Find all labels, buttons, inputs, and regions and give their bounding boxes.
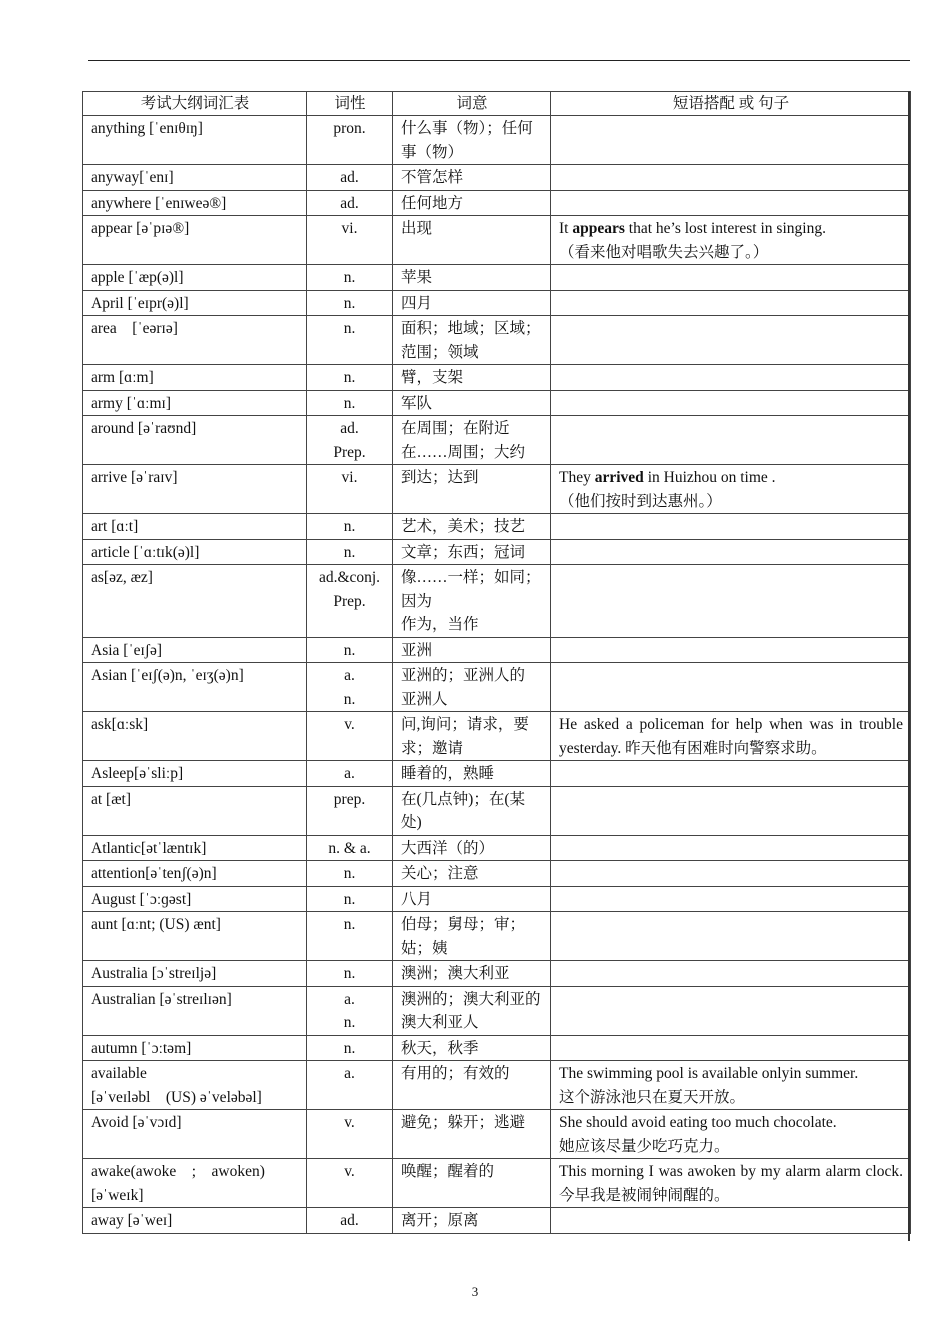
pos-line: vi. — [341, 469, 358, 486]
table-row — [83, 986, 911, 1035]
meaning-line: 不管怎样 — [401, 169, 464, 186]
cell-phrase — [551, 986, 911, 1035]
pos-line: n. — [343, 916, 356, 933]
cell-pos — [307, 539, 393, 565]
cell-meaning — [393, 390, 551, 416]
cell-pos — [307, 565, 393, 638]
cell-pos — [307, 637, 393, 663]
phrase-keyword: arrived — [594, 469, 644, 486]
cell-phrase — [551, 190, 911, 216]
pos-line: n. — [343, 890, 356, 908]
word-line: at [æt] — [91, 790, 132, 808]
cell-word — [83, 316, 307, 365]
cell-phrase — [551, 365, 911, 391]
header-phrase: 短语搭配 或 句子 — [551, 92, 911, 116]
word-line: arrive [əˈraɪv] — [91, 469, 178, 486]
cell-phrase — [551, 165, 911, 191]
cell-word — [83, 390, 307, 416]
table-row — [83, 165, 911, 191]
cell-meaning — [393, 986, 551, 1035]
phrase-line: 她应该尽量少吃巧克力。 — [559, 1137, 730, 1155]
cell-word — [83, 961, 307, 987]
pos-line: v. — [344, 716, 355, 733]
cell-word — [83, 912, 307, 961]
meaning-line: 作为，当作 — [401, 616, 479, 633]
cell-phrase — [551, 663, 911, 712]
cell-phrase — [551, 465, 911, 514]
cell-word — [83, 265, 307, 291]
cell-pos — [307, 986, 393, 1035]
table-row — [83, 912, 911, 961]
cell-phrase — [551, 265, 911, 291]
cell-phrase — [551, 1061, 911, 1110]
cell-word — [83, 216, 307, 265]
cell-pos — [307, 116, 393, 165]
word-line: around [əˈraʊnd] — [91, 420, 197, 437]
cell-word — [83, 290, 307, 316]
pos-line: a. — [344, 1065, 355, 1082]
header-rule — [88, 60, 910, 61]
cell-phrase — [551, 1208, 911, 1234]
meaning-line: 避免；躲开；逃避 — [401, 1114, 526, 1131]
vocabulary-table-wrapper — [82, 91, 910, 1234]
word-line: aunt [ɑːnt; (US) ænt] — [91, 916, 221, 933]
word-line: available — [91, 1065, 147, 1082]
table-row — [83, 1208, 911, 1234]
cell-word — [83, 465, 307, 514]
cell-meaning — [393, 1110, 551, 1159]
cell-meaning — [393, 216, 551, 265]
meaning-line: 伯母；舅母；审；姑；姨 — [401, 916, 526, 957]
cell-pos — [307, 365, 393, 391]
phrase-sentence — [559, 217, 903, 241]
header-word: 考试大纲词汇表 — [83, 92, 307, 116]
cell-meaning — [393, 637, 551, 663]
cell-pos — [307, 416, 393, 465]
cell-meaning — [393, 290, 551, 316]
cell-word — [83, 514, 307, 540]
table-row — [83, 886, 911, 912]
table-right-border — [908, 91, 910, 1241]
word-line: appear [əˈpɪə®] — [91, 220, 190, 237]
table-row — [83, 663, 911, 712]
pos-line: Prep. — [333, 443, 366, 461]
word-line: area [ˈeərɪə] — [91, 320, 178, 337]
table-row — [83, 316, 911, 365]
cell-meaning — [393, 912, 551, 961]
meaning-line: 出现 — [401, 220, 433, 237]
cell-word — [83, 986, 307, 1035]
cell-meaning — [393, 190, 551, 216]
phrase-line: He asked a policeman for help when was in trouble yesterday. 昨天他有困难时向警察求助。 — [559, 716, 903, 757]
header-meaning: 词意 — [393, 92, 551, 116]
cell-phrase — [551, 835, 911, 861]
pos-line: a. — [344, 990, 355, 1008]
cell-word — [83, 786, 307, 835]
cell-word — [83, 637, 307, 663]
pos-line: v. — [344, 1163, 355, 1180]
cell-word — [83, 712, 307, 761]
word-line: apple [ˈæp(ə)l] — [91, 269, 184, 286]
cell-phrase — [551, 1035, 911, 1061]
cell-word — [83, 1208, 307, 1234]
meaning-line: 亚洲人 — [401, 690, 448, 708]
word-line: anyway[ˈenɪ] — [91, 169, 174, 186]
cell-phrase — [551, 1159, 911, 1208]
table-row — [83, 514, 911, 540]
table-row — [83, 1035, 911, 1061]
cell-pos — [307, 190, 393, 216]
cell-meaning — [393, 786, 551, 835]
meaning-line: 艺术，美术；技艺 — [401, 518, 526, 535]
word-line: anywhere [ˈenɪweə®] — [91, 194, 227, 212]
page-number: 3 — [471, 1284, 479, 1299]
cell-meaning — [393, 761, 551, 787]
meaning-line: 大西洋（的） — [401, 839, 495, 857]
cell-meaning — [393, 514, 551, 540]
cell-phrase — [551, 637, 911, 663]
table-row — [83, 1159, 911, 1208]
meaning-line: 睡着的，熟睡 — [401, 765, 495, 782]
word-line: ask[ɑːsk] — [91, 716, 149, 733]
cell-meaning — [393, 165, 551, 191]
cell-meaning — [393, 663, 551, 712]
word-line: Avoid [əˈvɔɪd] — [91, 1114, 182, 1131]
pos-line: n. & a. — [328, 839, 371, 857]
word-line: autumn [ˈɔːtəm] — [91, 1039, 192, 1057]
cell-phrase — [551, 761, 911, 787]
cell-pos — [307, 1159, 393, 1208]
table-row — [83, 365, 911, 391]
phrase-translation: （看来他对唱歌失去兴趣了。） — [559, 243, 769, 261]
word-line: April [ˈeɪpr(ə)l] — [91, 294, 189, 312]
meaning-line: 亚洲的；亚洲人的 — [401, 667, 526, 684]
cell-word — [83, 861, 307, 887]
cell-phrase — [551, 290, 911, 316]
pos-line: pron. — [333, 120, 366, 137]
pos-line: n. — [343, 269, 356, 286]
pos-line: v. — [344, 1114, 355, 1131]
table-row — [83, 216, 911, 265]
cell-word — [83, 165, 307, 191]
word-line: Atlantic[ətˈlæntɪk] — [91, 839, 207, 857]
phrase-keyword: appears — [572, 220, 625, 237]
pos-line: n. — [343, 518, 356, 535]
cell-pos — [307, 1035, 393, 1061]
cell-word — [83, 116, 307, 165]
cell-phrase — [551, 539, 911, 565]
cell-pos — [307, 216, 393, 265]
meaning-line: 八月 — [401, 890, 433, 908]
table-row — [83, 539, 911, 565]
table-row — [83, 1061, 911, 1110]
table-row — [83, 190, 911, 216]
table-header-row — [83, 92, 911, 116]
pos-line: ad. — [340, 194, 359, 212]
cell-phrase — [551, 712, 911, 761]
cell-meaning — [393, 961, 551, 987]
meaning-line: 面积；地域；区域；范围；领域 — [401, 320, 541, 361]
pos-line: n. — [343, 294, 356, 312]
word-line: awake(awoke ; awoken) — [91, 1163, 265, 1180]
cell-word — [83, 663, 307, 712]
cell-phrase — [551, 1110, 911, 1159]
pos-line: n. — [343, 865, 356, 882]
cell-pos — [307, 835, 393, 861]
pos-line: a. — [344, 765, 355, 782]
meaning-line: 在周围；在附近 — [401, 420, 510, 437]
meaning-line: 离开；原离 — [401, 1212, 479, 1229]
pos-line: n. — [343, 543, 356, 561]
cell-meaning — [393, 1208, 551, 1234]
pos-line: Prep. — [333, 592, 366, 610]
cell-pos — [307, 912, 393, 961]
cell-word — [83, 761, 307, 787]
cell-word — [83, 1159, 307, 1208]
cell-meaning — [393, 416, 551, 465]
cell-phrase — [551, 416, 911, 465]
meaning-line: 唤醒；醒着的 — [401, 1163, 495, 1180]
cell-phrase — [551, 514, 911, 540]
word-line: [əˈveɪləbl (US) əˈveləbəl] — [91, 1088, 262, 1106]
table-row — [83, 835, 911, 861]
cell-pos — [307, 165, 393, 191]
meaning-line: 澳洲；澳大利亚 — [401, 965, 510, 982]
table-row — [83, 265, 911, 291]
table-row — [83, 1110, 911, 1159]
word-line: attention[əˈtenʃ(ə)n] — [91, 865, 217, 882]
cell-meaning — [393, 539, 551, 565]
pos-line: vi. — [341, 220, 358, 237]
cell-meaning — [393, 265, 551, 291]
word-line: art [ɑːt] — [91, 518, 139, 535]
cell-phrase — [551, 861, 911, 887]
meaning-line: 有用的；有效的 — [401, 1065, 510, 1082]
pos-line: n. — [343, 1039, 356, 1057]
cell-meaning — [393, 116, 551, 165]
cell-meaning — [393, 886, 551, 912]
cell-pos — [307, 316, 393, 365]
pos-line: n. — [343, 394, 356, 412]
meaning-line: 到达；达到 — [401, 469, 479, 486]
pos-line: ad. — [340, 1212, 359, 1229]
meaning-line: 像……一样；如同；因为 — [401, 569, 541, 610]
cell-word — [83, 1035, 307, 1061]
meaning-line: 四月 — [401, 294, 433, 312]
vocabulary-table — [82, 91, 911, 1234]
cell-phrase — [551, 912, 911, 961]
phrase-line: This morning I was awoken by my alarm alarm clock. 今早我是被闹钟闹醒的。 — [559, 1163, 903, 1204]
pos-line: n. — [343, 690, 356, 708]
cell-meaning — [393, 1035, 551, 1061]
cell-pos — [307, 861, 393, 887]
pos-line: prep. — [333, 790, 366, 808]
meaning-line: 军队 — [401, 394, 433, 412]
word-line: Australian [əˈstreɪlɪən] — [91, 990, 232, 1008]
phrase-text: It — [559, 220, 573, 237]
pos-line: ad.&conj. — [318, 569, 381, 586]
header-pos: 词性 — [307, 92, 393, 116]
cell-pos — [307, 514, 393, 540]
cell-word — [83, 1061, 307, 1110]
cell-meaning — [393, 1061, 551, 1110]
cell-word — [83, 565, 307, 638]
cell-pos — [307, 761, 393, 787]
phrase-text: in Huizhou on time . — [643, 469, 776, 486]
phrase-line: 这个游泳池只在夏天开放。 — [559, 1088, 746, 1106]
cell-phrase — [551, 886, 911, 912]
cell-word — [83, 1110, 307, 1159]
cell-pos — [307, 265, 393, 291]
table-row — [83, 637, 911, 663]
cell-phrase — [551, 316, 911, 365]
cell-pos — [307, 786, 393, 835]
table-row — [83, 961, 911, 987]
meaning-line: 在(几点钟)；在(某处) — [401, 790, 525, 831]
cell-phrase — [551, 390, 911, 416]
word-line: August [ˈɔːɡəst] — [91, 890, 192, 908]
cell-pos — [307, 712, 393, 761]
cell-word — [83, 416, 307, 465]
word-line: article [ˈɑːtɪk(ə)l] — [91, 543, 200, 561]
table-body — [83, 116, 911, 1234]
table-row — [83, 116, 911, 165]
cell-pos — [307, 1061, 393, 1110]
word-line: Asia [ˈeɪʃə] — [91, 641, 162, 659]
word-line: away [əˈweɪ] — [91, 1212, 173, 1229]
phrase-translation: （他们按时到达惠州。） — [559, 492, 722, 510]
cell-meaning — [393, 465, 551, 514]
table-row — [83, 712, 911, 761]
pos-line: n. — [343, 369, 356, 386]
word-line: as[əz, æz] — [91, 569, 153, 586]
cell-word — [83, 886, 307, 912]
cell-meaning — [393, 835, 551, 861]
cell-meaning — [393, 365, 551, 391]
table-row — [83, 416, 911, 465]
meaning-line: 秋天，秋季 — [401, 1039, 479, 1057]
cell-phrase — [551, 565, 911, 638]
cell-meaning — [393, 712, 551, 761]
phrase-text: that he’s lost interest in singing. — [624, 220, 826, 237]
cell-pos — [307, 390, 393, 416]
word-line: Asian [ˈeɪʃ(ə)n, ˈeɪʒ(ə)n] — [91, 667, 244, 684]
meaning-line: 澳洲的；澳大利亚的 — [401, 990, 541, 1008]
cell-pos — [307, 290, 393, 316]
table-row — [83, 565, 911, 638]
phrase-line: The swimming pool is available onlyin summer. — [559, 1065, 859, 1082]
word-line: Australia [ɔˈstreɪljə] — [91, 965, 217, 982]
word-line: Asleep[əˈsliːp] — [91, 765, 184, 782]
cell-pos — [307, 465, 393, 514]
meaning-line: 任何地方 — [401, 194, 464, 212]
pos-line: n. — [343, 320, 356, 337]
word-line: anything [ˈenɪθɪŋ] — [91, 120, 203, 137]
cell-pos — [307, 1208, 393, 1234]
cell-meaning — [393, 565, 551, 638]
cell-word — [83, 835, 307, 861]
word-line: arm [ɑːm] — [91, 369, 154, 386]
cell-pos — [307, 1110, 393, 1159]
meaning-line: 亚洲 — [401, 641, 433, 659]
phrase-text: They — [559, 469, 595, 486]
table-row — [83, 465, 911, 514]
pos-line: ad. — [340, 420, 359, 437]
meaning-line: 在……周围；大约 — [401, 443, 526, 461]
table-row — [83, 861, 911, 887]
pos-line: ad. — [340, 169, 359, 186]
table-row — [83, 390, 911, 416]
cell-meaning — [393, 1159, 551, 1208]
meaning-line: 臂，支架 — [401, 369, 464, 386]
phrase-line: She should avoid eating too much chocolate. — [559, 1114, 837, 1131]
pos-line: n. — [343, 641, 356, 659]
word-line: army [ˈɑːmɪ] — [91, 394, 171, 412]
meaning-line: 关心；注意 — [401, 865, 479, 882]
cell-pos — [307, 961, 393, 987]
cell-pos — [307, 886, 393, 912]
meaning-line: 什么事（物）；任何事（物） — [401, 120, 533, 161]
pos-line: a. — [344, 667, 355, 684]
word-line: [əˈweɪk] — [91, 1186, 144, 1204]
meaning-line: 澳大利亚人 — [401, 1014, 479, 1031]
meaning-line: 问,询问；请求，要求；邀请 — [401, 716, 529, 757]
cell-meaning — [393, 316, 551, 365]
table-row — [83, 290, 911, 316]
meaning-line: 苹果 — [401, 269, 433, 286]
cell-pos — [307, 663, 393, 712]
meaning-line: 文章；东西；冠词 — [401, 543, 526, 561]
table-row — [83, 761, 911, 787]
pos-line: n. — [343, 965, 356, 982]
cell-phrase — [551, 786, 911, 835]
cell-phrase — [551, 216, 911, 265]
cell-word — [83, 190, 307, 216]
cell-phrase — [551, 116, 911, 165]
cell-meaning — [393, 861, 551, 887]
phrase-sentence — [559, 466, 903, 490]
cell-phrase — [551, 961, 911, 987]
cell-word — [83, 365, 307, 391]
cell-word — [83, 539, 307, 565]
pos-line: n. — [343, 1014, 356, 1031]
table-row — [83, 786, 911, 835]
